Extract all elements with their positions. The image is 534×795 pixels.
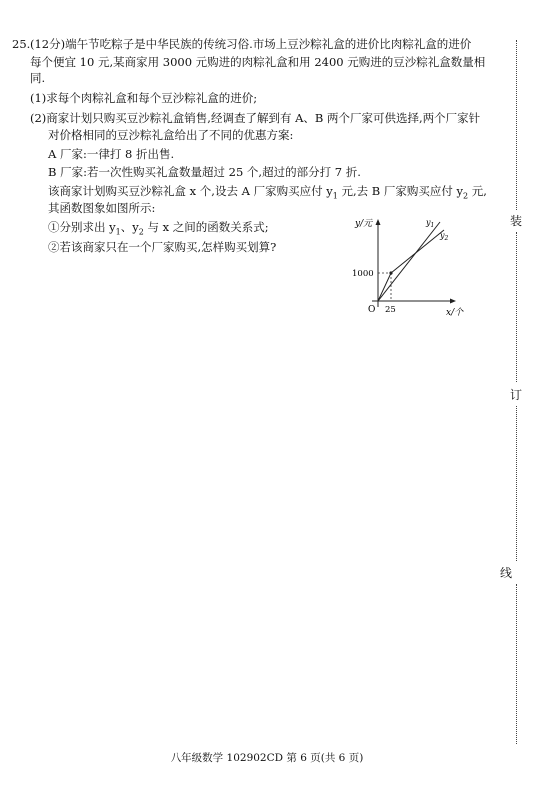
part-2-line-2: 对价格相同的豆沙粽礼盒给出了不同的优惠方案: bbox=[48, 128, 294, 142]
binding-line-mid-2 bbox=[516, 406, 517, 561]
question-line-3: 同. bbox=[30, 71, 46, 85]
function-graph bbox=[348, 212, 488, 322]
sub1-post: 与 x 之间的函数关系式; bbox=[143, 220, 269, 234]
y-tick-label: 1000 bbox=[352, 269, 374, 279]
question-number: 25. bbox=[12, 37, 31, 51]
binding-char-ding: 订 bbox=[510, 388, 523, 402]
setup-mid: 元,去 B 厂家购买应付 y bbox=[337, 184, 464, 198]
setup-line-2: 其函数图象如图所示: bbox=[48, 201, 156, 215]
y-axis-arrow bbox=[376, 219, 381, 225]
y-axis-label: y/元 bbox=[355, 219, 373, 229]
question-line-2: 每个便宜 10 元,某商家用 3000 元购进的肉粽礼盒和用 2400 元购进的豆沙粽礼盒数量相 bbox=[30, 55, 486, 69]
binding-line-mid-1 bbox=[516, 232, 517, 382]
x-axis-arrow bbox=[450, 299, 456, 304]
part-2-line-1: (2)商家计划只购买豆沙粽礼盒销售,经调查了解到有 A、B 两个厂家可供选择,两个厂家针 bbox=[30, 111, 481, 125]
plan-b: B 厂家:若一次性购买礼盒数量超过 25 个,超过的部分打 7 折. bbox=[48, 165, 361, 179]
question-line-1: (12分)端午节吃粽子是中华民族的传统习俗.市场上豆沙粽礼盒的进价比肉粽礼盒的进价 bbox=[30, 37, 472, 51]
sub1-mid: 、y bbox=[120, 220, 139, 234]
binding-char-xian: 线 bbox=[500, 566, 513, 580]
sub1-pre: ①分别求出 y bbox=[48, 220, 116, 234]
line2-label: $y_2$ bbox=[440, 231, 449, 242]
origin-label: O bbox=[368, 305, 376, 315]
sub1-sub-2: 2 bbox=[138, 227, 144, 237]
setup-pre: 该商家计划购买豆沙粽礼盒 x 个,设去 A 厂家购买应付 y bbox=[48, 184, 333, 198]
sub-question-1 bbox=[48, 219, 269, 240]
sub1-sub-1: 1 bbox=[115, 227, 121, 237]
plan-a: A 厂家:一律打 8 折出售. bbox=[48, 147, 175, 161]
setup-sub-1: 1 bbox=[332, 191, 338, 201]
line-y1 bbox=[378, 222, 440, 301]
x-axis-label: x/个 bbox=[446, 308, 464, 318]
binding-char-zhuang: 装 bbox=[510, 214, 523, 228]
part-1: (1)求每个肉粽礼盒和每个豆沙粽礼盒的进价; bbox=[30, 91, 258, 105]
page-footer: 八年级数学 102902CD 第 6 页(共 6 页) bbox=[170, 752, 364, 764]
sub-question-2: ②若该商家只在一个厂家购买,怎样购买划算? bbox=[48, 240, 277, 254]
intersection-point bbox=[389, 271, 392, 274]
binding-line-top bbox=[516, 40, 517, 210]
line-y2-extended bbox=[391, 230, 444, 273]
line1-label: $y_1$ bbox=[426, 218, 435, 229]
binding-line-bottom bbox=[516, 584, 517, 744]
setup-post: 元, bbox=[468, 184, 487, 198]
x-tick-label: 25 bbox=[385, 305, 396, 315]
setup-sub-2: 2 bbox=[463, 191, 469, 201]
